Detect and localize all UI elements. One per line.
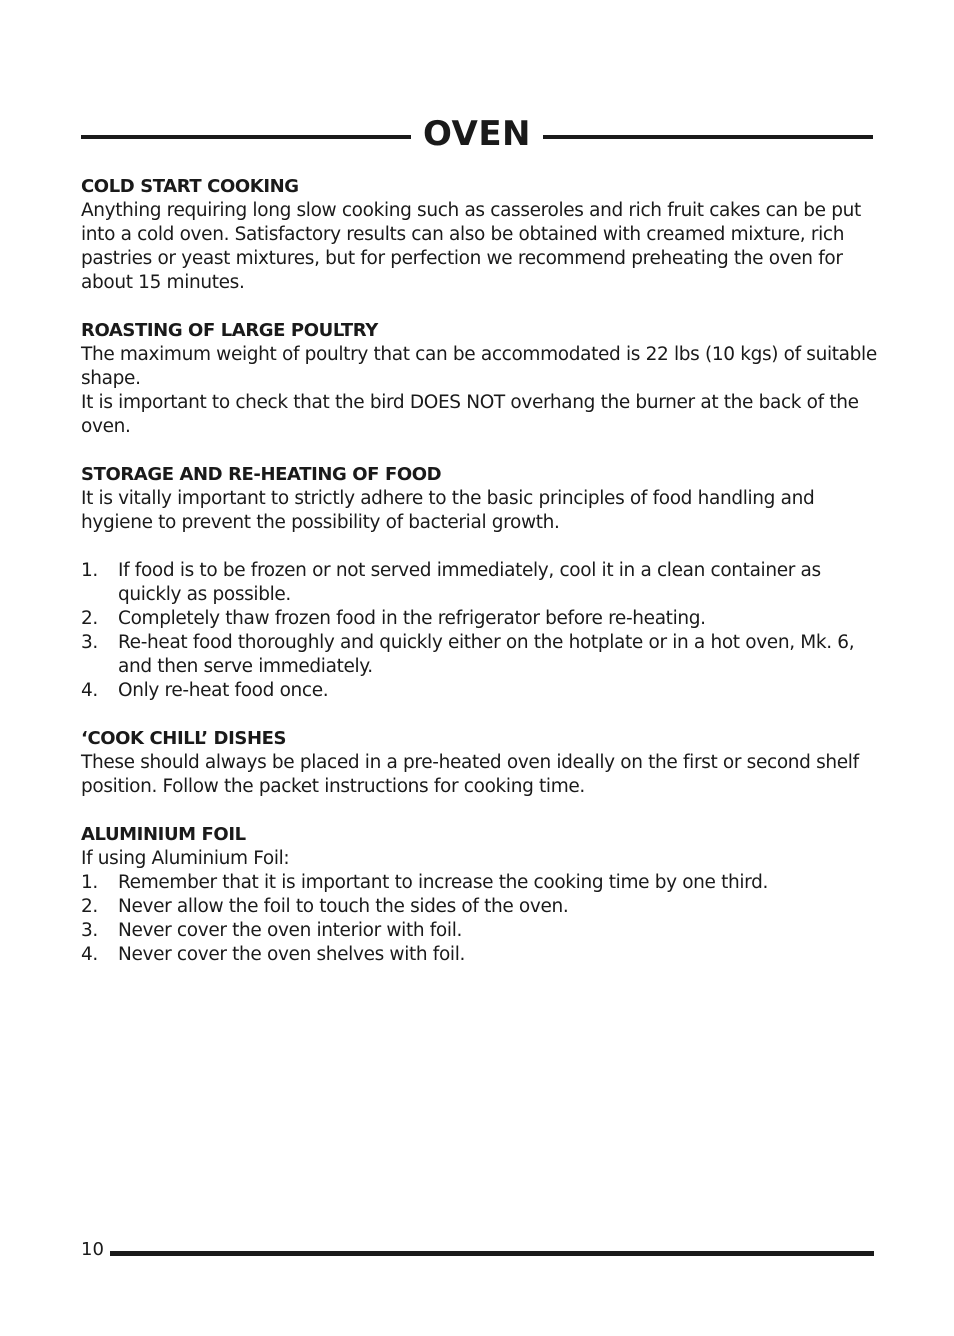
section-cook-chill [81,727,881,799]
page-number: 10 [81,1239,104,1260]
foil-list [81,871,881,967]
storage-list [81,559,881,703]
footer-rule [110,1251,874,1256]
list-item [81,871,881,895]
list-text: If food is to be frozen or not served immediately, cool it in a clean container as quickly as possible. [118,560,821,605]
section-body: It is important to check that the bird DOES NOT overhang the burner at the back of the oven. [81,392,859,437]
list-number: 3. [81,632,98,653]
spacer [81,535,881,559]
section-heading: COLD START COOKING [81,176,299,197]
section-body: These should always be placed in a pre-heated oven ideally on the first or second shelf position. Follow the packet instructions for cooking time. [81,752,859,797]
list-item [81,895,881,919]
list-number: 4. [81,944,98,965]
section-heading: ‘COOK CHILL’ DISHES [81,728,287,749]
list-item [81,607,881,631]
list-text: Only re-heat food once. [118,680,329,701]
list-item [81,919,881,943]
page-title: OVEN [423,114,531,154]
section-heading: ALUMINIUM FOIL [81,824,246,845]
list-text: Completely thaw frozen food in the refrigerator before re-heating. [118,608,706,629]
list-text: Remember that it is important to increase the cooking time by one third. [118,872,769,893]
list-item [81,943,881,967]
list-number: 4. [81,680,98,701]
list-number: 1. [81,872,98,893]
list-number: 3. [81,920,98,941]
page-header [81,112,873,156]
list-text: Never cover the oven shelves with foil. [118,944,466,965]
section-body: Anything requiring long slow cooking such as casseroles and rich fruit cakes can be put into a cold oven. Satisfactory results can also be obtained with creamed mixture, rich pastries or yeast mixtures, but for perfection we recommend preheating the oven for about 15 minutes. [81,200,861,293]
list-item [81,559,881,607]
section-body: If using Aluminium Foil: [81,848,290,869]
section-cold-start [81,175,881,295]
list-text: Never cover the oven interior with foil. [118,920,463,941]
list-number: 1. [81,560,98,581]
header-rule-left [81,135,411,139]
section-body: It is vitally important to strictly adhere to the basic principles of food handling and hygiene to prevent the possibility of bacterial growth. [81,488,815,533]
section-body: The maximum weight of poultry that can be accommodated is 22 lbs (10 kgs) of suitable shape. [81,344,877,389]
list-number: 2. [81,608,98,629]
list-number: 2. [81,896,98,917]
section-heading: ROASTING OF LARGE POULTRY [81,320,378,341]
section-heading: STORAGE AND RE-HEATING OF FOOD [81,464,442,485]
section-roasting [81,319,881,439]
section-storage [81,463,881,703]
list-text: Re-heat food thoroughly and quickly either on the hotplate or in a hot oven, Mk. 6, and then serve immediately. [118,632,855,677]
list-item [81,679,881,703]
list-item [81,631,881,679]
page-footer [81,1238,874,1262]
section-foil [81,823,881,967]
page-content [81,175,881,991]
list-text: Never allow the foil to touch the sides of the oven. [118,896,569,917]
header-rule-right [543,135,873,139]
